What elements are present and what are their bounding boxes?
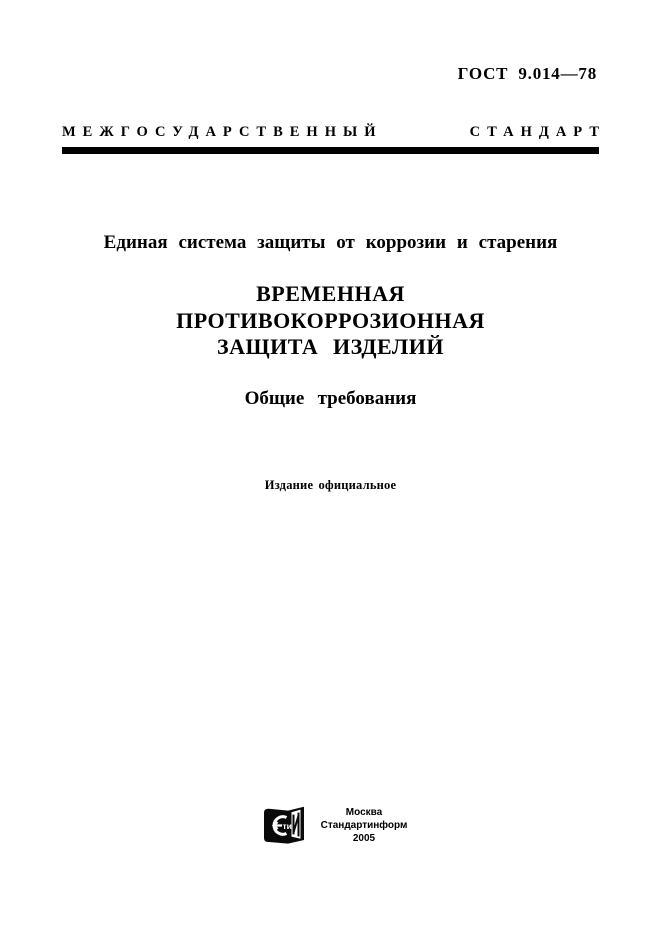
- imprint-publisher: Стандартинформ: [320, 820, 408, 831]
- standard-band-title: [62, 123, 606, 141]
- standard-band: [62, 123, 606, 154]
- standard-band-word-2: СТАНДАРТ: [469, 124, 606, 140]
- subtitle: Общие требования: [244, 388, 417, 409]
- standartinform-logo-icon: [262, 806, 306, 845]
- main-title: [0, 281, 661, 361]
- imprint: [4, 806, 661, 845]
- doc-number: ГОСТ 9.014—78: [457, 64, 597, 83]
- main-title-line: ПРОТИВОКОРРОЗИОННАЯ: [176, 307, 485, 333]
- imprint-city: Москва: [345, 807, 383, 818]
- system-title: Единая система защиты от коррозии и старения: [103, 232, 558, 253]
- main-title-line: ЗАЩИТА ИЗДЕЛИЙ: [216, 334, 445, 359]
- edition-note: Издание официальное: [264, 478, 397, 492]
- imprint-text: [321, 806, 408, 845]
- standard-band-word-1: МЕЖГОСУДАРСТВЕННЫЙ: [62, 124, 383, 140]
- svg-text:ти: ти: [282, 821, 292, 832]
- main-title-line: ВРЕМЕННАЯ: [256, 281, 405, 306]
- divider-bar: [62, 147, 599, 154]
- imprint-year: 2005: [352, 833, 376, 844]
